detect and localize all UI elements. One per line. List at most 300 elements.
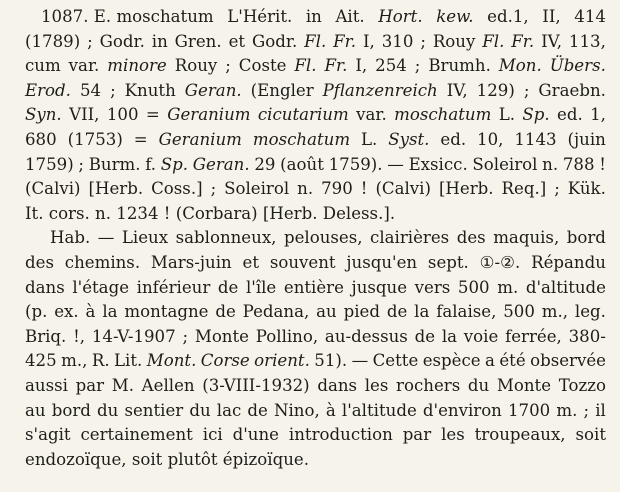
text-segment: s'agit — [25, 425, 71, 445]
word — [373, 349, 419, 374]
word — [247, 399, 267, 424]
italic-text: Pflanzenreich — [322, 80, 438, 100]
word — [524, 79, 530, 104]
text-segment: certainement — [80, 425, 193, 445]
text-line — [25, 177, 606, 202]
word — [324, 54, 347, 79]
text-segment: I, — [355, 56, 368, 76]
word — [522, 103, 549, 128]
text-segment: de — [414, 326, 436, 346]
word — [568, 128, 606, 153]
word — [25, 325, 66, 350]
word — [97, 399, 118, 424]
text-segment: ; — [225, 56, 231, 76]
word — [107, 103, 139, 128]
text-segment: bord — [51, 400, 91, 420]
text-segment: 680 — [25, 129, 57, 149]
word — [485, 349, 495, 374]
text-segment: la — [441, 326, 458, 346]
word — [335, 5, 364, 30]
word — [89, 153, 141, 178]
word — [442, 325, 457, 350]
text-segment: ; — [210, 179, 217, 199]
text-segment: 414 — [574, 7, 606, 26]
text-segment: M. — [111, 375, 134, 395]
word — [325, 325, 408, 350]
word — [428, 251, 469, 276]
word — [289, 423, 393, 448]
text-segment: ed.1, — [487, 7, 529, 26]
word — [69, 103, 99, 128]
word — [542, 153, 558, 178]
text-line — [25, 325, 606, 350]
word — [321, 177, 353, 202]
text-segment: de — [386, 302, 408, 322]
text-segment: la — [414, 302, 430, 322]
text-segment: jusque — [351, 277, 408, 297]
word — [258, 103, 349, 128]
word — [557, 103, 583, 128]
word — [361, 128, 377, 153]
text-segment: IV, — [446, 80, 468, 100]
word — [538, 79, 606, 104]
word — [297, 177, 313, 202]
text-line — [25, 399, 606, 424]
text-segment: [Herb. — [438, 179, 494, 199]
word — [403, 423, 431, 448]
word — [396, 374, 460, 399]
text-segment: (Engler — [250, 80, 314, 100]
text-segment: la — [102, 302, 118, 322]
italic-text: Geranium — [167, 105, 251, 125]
text-segment: d'une — [232, 425, 279, 445]
word — [202, 374, 309, 399]
text-segment: 10, — [477, 129, 504, 149]
word — [433, 30, 476, 55]
word — [78, 153, 84, 178]
word — [217, 399, 242, 424]
word — [114, 349, 142, 374]
text-segment: et — [242, 252, 259, 272]
word — [468, 374, 489, 399]
text-segment: du — [467, 375, 490, 395]
word — [252, 30, 297, 55]
word — [193, 153, 250, 178]
text-segment: 380- — [568, 326, 606, 346]
text-segment: Rouy — [432, 31, 476, 51]
text-segment: bord — [566, 228, 606, 248]
text-segment: I, — [362, 31, 375, 51]
word — [294, 54, 316, 79]
word — [382, 30, 414, 55]
text-segment: R. — [91, 351, 110, 371]
text-segment: (Calvi) — [25, 179, 81, 199]
text-segment: troupeaux, — [474, 425, 566, 445]
text-segment: 29 — [254, 154, 276, 174]
text-segment: — — [351, 351, 369, 371]
text-segment: dans — [317, 375, 358, 395]
word — [25, 128, 57, 153]
word — [161, 153, 188, 178]
text-line — [25, 128, 606, 153]
italic-text: Syst. — [388, 129, 430, 149]
word — [375, 54, 407, 79]
text-segment: n. — [297, 179, 314, 199]
word — [145, 153, 156, 178]
word — [25, 349, 57, 374]
word — [233, 423, 279, 448]
word — [125, 79, 176, 104]
text-line — [25, 349, 606, 374]
word — [167, 103, 250, 128]
text-segment: falaise, — [436, 302, 497, 322]
word — [218, 276, 238, 301]
text-segment: (Calvi) — [375, 179, 431, 199]
word — [447, 79, 468, 104]
text-segment: ; — [87, 31, 93, 51]
word — [505, 325, 562, 350]
word — [201, 349, 250, 374]
word — [147, 349, 197, 374]
text-segment: introduction — [288, 425, 393, 445]
text-segment: ! — [599, 154, 606, 174]
word — [41, 5, 214, 30]
italic-text: Corse — [200, 351, 250, 371]
text-segment: (1789) — [25, 31, 81, 51]
word — [346, 251, 417, 276]
word — [73, 325, 85, 350]
word — [254, 153, 275, 178]
text-segment: L. — [498, 105, 515, 125]
text-segment: = — [133, 129, 148, 149]
word — [365, 374, 389, 399]
text-segment: 254 — [375, 56, 407, 76]
italic-text: Geran. — [184, 80, 242, 100]
italic-text: Mont. — [146, 351, 197, 371]
word — [124, 300, 208, 325]
text-segment: de — [217, 277, 239, 297]
word — [25, 251, 54, 276]
text-segment: 113, — [568, 31, 606, 51]
word — [457, 226, 486, 251]
word — [110, 79, 116, 104]
word — [304, 30, 326, 55]
word — [246, 276, 276, 301]
text-segment: au — [25, 400, 46, 420]
word — [423, 349, 481, 374]
word — [542, 300, 568, 325]
word — [414, 300, 429, 325]
word — [436, 300, 496, 325]
word — [54, 300, 78, 325]
text-segment: maquis, — [493, 228, 560, 248]
word — [25, 423, 71, 448]
text-segment: IV, — [541, 31, 563, 51]
entry-heading: 1087. E. moschatum — [41, 7, 214, 26]
italic-text: Fl. — [482, 31, 505, 51]
word — [81, 423, 193, 448]
text-segment: ed. — [440, 129, 467, 149]
text-segment: Répandu — [531, 252, 606, 272]
word — [482, 30, 504, 55]
word — [25, 30, 80, 55]
text-segment: 500 — [503, 302, 535, 322]
text-segment: cum — [25, 56, 61, 76]
word — [69, 54, 100, 79]
text-line — [25, 5, 606, 30]
text-segment: voie — [463, 326, 499, 346]
text-segment: Monte — [194, 326, 249, 346]
italic-text: moschatum — [394, 105, 492, 125]
word — [436, 5, 473, 30]
text-line — [25, 251, 606, 276]
italic-text: Fl. — [304, 31, 327, 51]
word — [394, 103, 491, 128]
word — [352, 349, 369, 374]
italic-text: Hort. — [378, 7, 423, 26]
word — [229, 30, 246, 55]
word — [559, 374, 606, 399]
word — [508, 399, 550, 424]
word — [274, 399, 320, 424]
word — [211, 177, 217, 202]
text-segment: dans — [25, 277, 65, 297]
text-segment: Pedana, — [242, 302, 310, 322]
word — [102, 300, 117, 325]
word — [317, 374, 357, 399]
text-line — [25, 423, 606, 448]
text-segment: var. — [356, 105, 387, 125]
word — [595, 399, 606, 424]
word — [142, 374, 195, 399]
word — [92, 349, 110, 374]
word — [68, 128, 123, 153]
italic-text: Geranium — [158, 129, 242, 149]
text-segment: var. — [68, 56, 100, 76]
word — [124, 399, 183, 424]
word — [567, 226, 606, 251]
word — [25, 177, 81, 202]
text-segment: 1759). — [328, 154, 383, 174]
word — [375, 177, 431, 202]
word — [182, 325, 188, 350]
word — [52, 399, 91, 424]
text-segment: Kük. — [567, 179, 606, 199]
word — [441, 423, 465, 448]
text-segment: ①-②. — [479, 252, 521, 272]
text-segment: 1, — [590, 105, 606, 125]
word — [25, 103, 62, 128]
italic-text: Übers. — [549, 56, 606, 76]
text-line — [25, 300, 606, 325]
italic-text: cicutarium — [257, 105, 349, 125]
word — [568, 177, 606, 202]
italic-text: Fr. — [324, 56, 348, 76]
text-segment: ed. — [557, 105, 583, 125]
word — [314, 349, 347, 374]
text-segment: Burm. — [88, 154, 141, 174]
word — [146, 103, 160, 128]
text-segment: m., — [541, 302, 569, 322]
word — [89, 177, 144, 202]
word — [503, 300, 535, 325]
word — [151, 177, 202, 202]
word — [254, 349, 310, 374]
text-segment: ! — [360, 179, 368, 199]
word — [370, 226, 449, 251]
text-segment: Soleirol — [472, 154, 538, 174]
word — [333, 30, 356, 55]
text-segment: in — [305, 7, 322, 26]
text-segment: (p. — [25, 302, 48, 322]
word — [363, 30, 375, 55]
word — [464, 325, 499, 350]
text-segment: des — [25, 252, 54, 272]
word — [159, 128, 242, 153]
word — [284, 276, 344, 301]
word — [514, 128, 556, 153]
word — [477, 79, 515, 104]
text-segment: jusqu'en — [346, 252, 418, 272]
text-segment: Coss.] — [151, 179, 203, 199]
word — [224, 177, 289, 202]
text-segment: Aellen — [141, 375, 195, 395]
text-line — [25, 276, 606, 301]
text-segment: (juin — [567, 129, 606, 149]
text-segment: des — [456, 228, 486, 248]
word — [352, 276, 407, 301]
word — [243, 300, 310, 325]
text-segment: m. — [556, 400, 578, 420]
italic-text: Syn. — [25, 105, 62, 125]
word — [61, 349, 87, 374]
text-segment: au-dessus — [324, 326, 408, 346]
text-segment: d'environ — [422, 400, 502, 420]
text-segment: Godr. — [99, 31, 145, 51]
word — [420, 30, 426, 55]
text-line — [25, 103, 606, 128]
word — [107, 54, 166, 79]
habitat-paragraph — [25, 226, 606, 472]
word — [440, 128, 466, 153]
text-segment: observée — [530, 351, 606, 371]
text-segment: ; — [554, 179, 560, 199]
word — [87, 30, 93, 55]
text-segment: sablonneux, — [175, 228, 277, 248]
word — [409, 153, 468, 178]
word — [251, 79, 314, 104]
word — [215, 300, 235, 325]
italic-text: Fr. — [333, 31, 357, 51]
word — [493, 226, 559, 251]
word — [100, 30, 145, 55]
text-segment: 1700 — [508, 400, 551, 420]
word — [122, 226, 168, 251]
text-segment: 310 — [381, 31, 414, 51]
text-line — [25, 79, 606, 104]
text-segment: à — [325, 400, 336, 420]
text-segment: Knuth — [124, 80, 176, 100]
word — [306, 5, 322, 30]
text-segment: les — [441, 425, 465, 445]
text-segment: d'altitude — [525, 277, 606, 297]
italic-text: Sp. — [160, 154, 189, 174]
text-segment: ferrée, — [505, 326, 562, 346]
text-segment: il — [595, 400, 606, 420]
text-segment: par — [402, 425, 432, 445]
text-segment: leg. — [574, 302, 606, 322]
italic-text: Geran. — [192, 154, 250, 174]
word — [225, 54, 231, 79]
word — [530, 349, 606, 374]
italic-text: orient. — [254, 351, 310, 371]
text-segment: a — [485, 351, 495, 371]
text-segment: souvent — [269, 252, 336, 272]
text-segment: Nino, — [273, 400, 320, 420]
word — [574, 5, 606, 30]
text-segment: Lit. — [114, 351, 143, 371]
text-segment: L. — [361, 129, 378, 149]
word — [497, 276, 518, 301]
text-segment: (3-VIII-1932) — [202, 375, 310, 395]
text-segment: — — [97, 228, 115, 248]
word — [541, 30, 562, 55]
word — [326, 399, 336, 424]
italic-text: Mon. — [498, 56, 542, 76]
text-segment: ; — [420, 31, 426, 51]
text-segment: [Herb. — [88, 179, 144, 199]
word — [175, 54, 218, 79]
text-segment: 425 — [25, 351, 57, 371]
text-segment: Exsicc. — [408, 154, 468, 174]
text-segment: rochers — [396, 375, 461, 395]
text-line — [25, 448, 606, 473]
word — [480, 251, 521, 276]
text-segment: = — [145, 105, 160, 125]
word — [256, 325, 318, 350]
text-segment: l'étage — [72, 277, 130, 297]
text-segment: 54 — [79, 80, 102, 100]
text-line — [25, 374, 606, 399]
word — [203, 423, 223, 448]
text-segment: sept. — [427, 252, 469, 272]
word — [344, 300, 380, 325]
text-segment: 500 — [457, 277, 490, 297]
text-segment: de — [247, 400, 268, 420]
text-segment: ; — [182, 326, 189, 346]
word — [80, 79, 101, 104]
text-segment: Mars-juin — [150, 252, 232, 272]
text-segment: l'île — [245, 277, 277, 297]
text-segment: ; — [414, 56, 421, 76]
species-entry — [25, 5, 606, 226]
word — [487, 5, 529, 30]
text-segment: ex. — [54, 302, 79, 322]
word — [243, 251, 260, 276]
word — [25, 54, 61, 79]
text-segment: Cette — [372, 351, 419, 371]
text-segment: ; — [78, 154, 85, 174]
text-segment: VII, — [69, 105, 100, 125]
italic-text: Fr. — [511, 31, 535, 51]
text-segment: pelouses, — [283, 228, 363, 248]
text-line — [25, 153, 606, 178]
word — [590, 103, 606, 128]
text-segment: vers — [414, 277, 451, 297]
text-segment: Coste — [238, 56, 287, 76]
text-segment: (1753) — [67, 129, 123, 149]
text-segment: in — [151, 31, 168, 51]
